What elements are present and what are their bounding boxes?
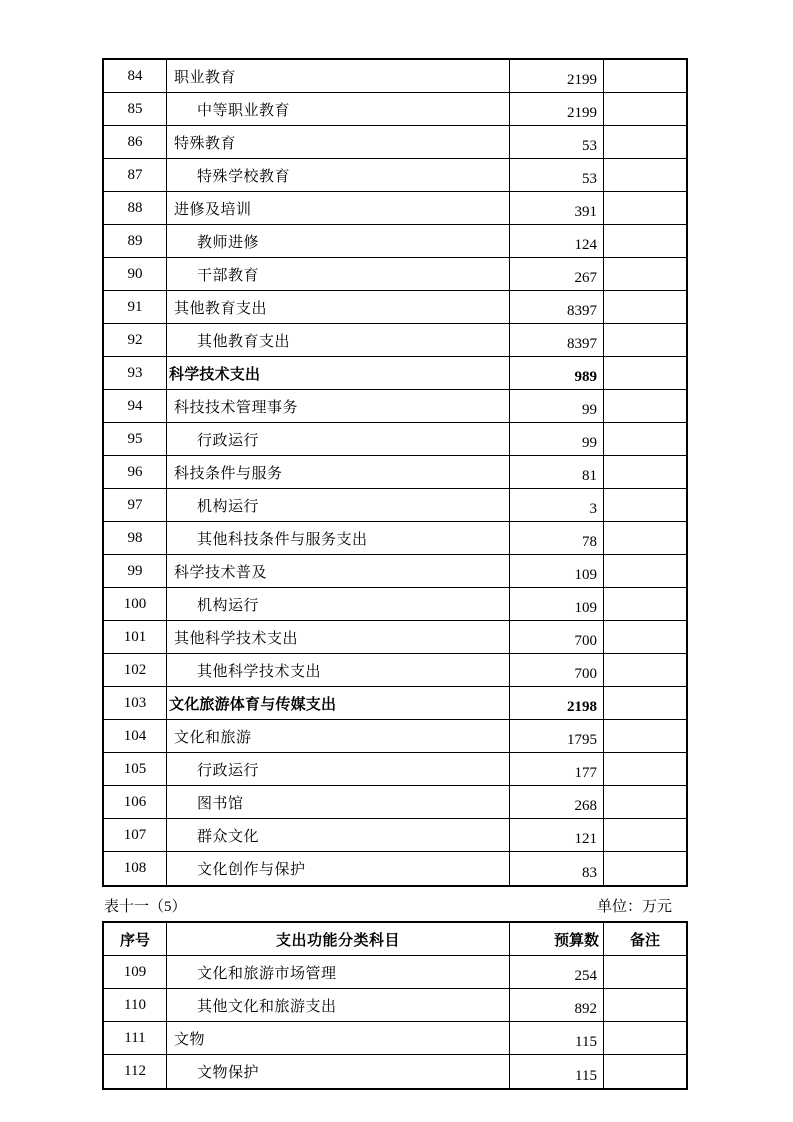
cell-note bbox=[603, 357, 686, 389]
cell-category: 科技条件与服务 bbox=[166, 456, 509, 488]
header-cell-index: 序号 bbox=[119, 932, 150, 949]
table-caption: 表十一（5） bbox=[104, 898, 187, 915]
table-row bbox=[104, 357, 686, 390]
table-row bbox=[104, 225, 686, 258]
cell-index: 84 bbox=[127, 67, 143, 84]
cell-index: 86 bbox=[127, 133, 143, 150]
cell-category: 行政运行 bbox=[166, 753, 509, 785]
cell-category: 科学技术普及 bbox=[166, 555, 509, 587]
cell-budget: 83 bbox=[509, 852, 603, 885]
cell-index: 110 bbox=[124, 996, 146, 1013]
cell-budget: 177 bbox=[509, 753, 603, 785]
cell-category: 其他科技条件与服务支出 bbox=[166, 522, 509, 554]
cell-note bbox=[603, 1022, 686, 1054]
cell-index: 98 bbox=[127, 529, 143, 546]
table-row bbox=[104, 720, 686, 753]
cell-note bbox=[603, 786, 686, 818]
cell-index: 102 bbox=[123, 661, 147, 678]
cell-index: 101 bbox=[123, 628, 147, 645]
cell-category: 文物保护 bbox=[166, 1055, 509, 1088]
cell-category: 群众文化 bbox=[166, 819, 509, 851]
table-row bbox=[104, 1022, 686, 1055]
table-row bbox=[104, 588, 686, 621]
cell-budget: 700 bbox=[509, 654, 603, 686]
cell-index: 85 bbox=[127, 100, 143, 117]
cell-category: 机构运行 bbox=[166, 588, 509, 620]
table-row bbox=[104, 489, 686, 522]
cell-index: 111 bbox=[124, 1029, 146, 1046]
table-row bbox=[104, 423, 686, 456]
cell-index: 106 bbox=[123, 793, 147, 810]
cell-budget: 2199 bbox=[509, 93, 603, 125]
table-row bbox=[104, 687, 686, 720]
table-row bbox=[104, 159, 686, 192]
cell-category: 文化旅游体育与传媒支出 bbox=[166, 687, 509, 719]
cell-note bbox=[603, 522, 686, 554]
table-row bbox=[104, 753, 686, 786]
budget-table-5 bbox=[102, 921, 688, 1090]
cell-index: 108 bbox=[123, 860, 147, 876]
cell-budget: 391 bbox=[509, 192, 603, 224]
cell-category: 机构运行 bbox=[166, 489, 509, 521]
cell-note bbox=[603, 489, 686, 521]
cell-note bbox=[603, 192, 686, 224]
cell-note bbox=[603, 423, 686, 455]
cell-budget: 267 bbox=[509, 258, 603, 290]
cell-category: 科学技术支出 bbox=[166, 357, 509, 389]
cell-category: 文化创作与保护 bbox=[166, 852, 509, 885]
cell-category: 其他教育支出 bbox=[166, 324, 509, 356]
cell-index: 87 bbox=[127, 166, 143, 183]
cell-index: 103 bbox=[123, 694, 147, 711]
table-row bbox=[104, 456, 686, 489]
cell-index: 95 bbox=[127, 430, 143, 447]
cell-budget: 268 bbox=[509, 786, 603, 818]
cell-note bbox=[603, 258, 686, 290]
cell-category: 职业教育 bbox=[166, 60, 509, 92]
cell-index: 97 bbox=[127, 496, 143, 513]
cell-category: 特殊教育 bbox=[166, 126, 509, 158]
cell-index: 104 bbox=[123, 727, 147, 744]
cell-category: 特殊学校教育 bbox=[166, 159, 509, 191]
cell-index: 94 bbox=[127, 397, 143, 414]
cell-category: 图书馆 bbox=[166, 786, 509, 818]
cell-note bbox=[603, 390, 686, 422]
cell-budget: 8397 bbox=[509, 324, 603, 356]
cell-note bbox=[603, 291, 686, 323]
cell-category: 文化和旅游 bbox=[166, 720, 509, 752]
cell-note bbox=[603, 225, 686, 257]
cell-budget: 2198 bbox=[509, 687, 603, 719]
cell-category: 中等职业教育 bbox=[166, 93, 509, 125]
cell-budget: 99 bbox=[509, 423, 603, 455]
cell-note bbox=[603, 555, 686, 587]
cell-note bbox=[603, 654, 686, 686]
cell-budget: 53 bbox=[509, 159, 603, 191]
cell-category: 其他教育支出 bbox=[166, 291, 509, 323]
table-row bbox=[104, 60, 686, 93]
cell-index: 92 bbox=[127, 331, 143, 348]
cell-index: 112 bbox=[124, 1063, 146, 1079]
table-row bbox=[104, 989, 686, 1022]
table-row bbox=[104, 126, 686, 159]
table-row bbox=[104, 93, 686, 126]
table-row bbox=[104, 852, 686, 885]
cell-budget: 109 bbox=[509, 588, 603, 620]
cell-note bbox=[603, 720, 686, 752]
table-caption-line bbox=[104, 894, 688, 916]
cell-budget: 115 bbox=[509, 1022, 603, 1054]
table-row bbox=[104, 621, 686, 654]
cell-note bbox=[603, 159, 686, 191]
cell-budget: 1795 bbox=[509, 720, 603, 752]
table-row bbox=[104, 291, 686, 324]
table-row bbox=[104, 390, 686, 423]
table-header-row bbox=[104, 923, 686, 956]
cell-budget: 3 bbox=[509, 489, 603, 521]
cell-note bbox=[603, 456, 686, 488]
cell-budget: 115 bbox=[509, 1055, 603, 1088]
cell-category: 其他科学技术支出 bbox=[166, 621, 509, 653]
cell-note bbox=[603, 1055, 686, 1088]
cell-note bbox=[603, 852, 686, 885]
cell-budget: 2199 bbox=[509, 60, 603, 92]
table-row bbox=[104, 1055, 686, 1088]
table-row bbox=[104, 956, 686, 989]
budget-table-continued bbox=[102, 58, 688, 887]
cell-budget: 254 bbox=[509, 956, 603, 988]
cell-index: 91 bbox=[127, 298, 143, 315]
header-cell-budget: 预算数 bbox=[509, 923, 603, 955]
unit-label: 单位：万元 bbox=[596, 898, 672, 915]
table-row bbox=[104, 522, 686, 555]
cell-note bbox=[603, 621, 686, 653]
cell-budget: 700 bbox=[509, 621, 603, 653]
cell-index: 107 bbox=[123, 826, 147, 843]
cell-budget: 989 bbox=[509, 357, 603, 389]
cell-category: 文化和旅游市场管理 bbox=[166, 956, 509, 988]
header-cell-note: 备注 bbox=[603, 923, 686, 955]
cell-budget: 124 bbox=[509, 225, 603, 257]
cell-budget: 8397 bbox=[509, 291, 603, 323]
cell-budget: 109 bbox=[509, 555, 603, 587]
cell-index: 96 bbox=[127, 463, 143, 480]
table-row bbox=[104, 654, 686, 687]
table-rows bbox=[104, 60, 686, 885]
cell-note bbox=[603, 93, 686, 125]
cell-index: 90 bbox=[127, 265, 143, 282]
cell-category: 其他文化和旅游支出 bbox=[166, 989, 509, 1021]
cell-category: 文物 bbox=[166, 1022, 509, 1054]
cell-note bbox=[603, 989, 686, 1021]
cell-index: 89 bbox=[127, 232, 143, 249]
cell-index: 93 bbox=[127, 364, 143, 381]
table-row bbox=[104, 258, 686, 291]
cell-index: 100 bbox=[123, 595, 147, 612]
table-row bbox=[104, 192, 686, 225]
cell-category: 科技技术管理事务 bbox=[166, 390, 509, 422]
cell-budget: 892 bbox=[509, 989, 603, 1021]
cell-index: 105 bbox=[123, 760, 147, 777]
cell-index: 88 bbox=[127, 199, 143, 216]
cell-note bbox=[603, 126, 686, 158]
cell-budget: 121 bbox=[509, 819, 603, 851]
cell-category: 干部教育 bbox=[166, 258, 509, 290]
cell-budget: 81 bbox=[509, 456, 603, 488]
header-cell-category: 支出功能分类科目 bbox=[166, 923, 509, 955]
cell-index: 99 bbox=[127, 562, 143, 579]
cell-note bbox=[603, 753, 686, 785]
cell-note bbox=[603, 687, 686, 719]
cell-note bbox=[603, 60, 686, 92]
cell-note bbox=[603, 324, 686, 356]
table-row bbox=[104, 555, 686, 588]
table-row bbox=[104, 786, 686, 819]
cell-category: 行政运行 bbox=[166, 423, 509, 455]
cell-index: 109 bbox=[123, 963, 147, 980]
cell-budget: 53 bbox=[509, 126, 603, 158]
cell-category: 进修及培训 bbox=[166, 192, 509, 224]
cell-note bbox=[603, 588, 686, 620]
cell-budget: 78 bbox=[509, 522, 603, 554]
cell-note bbox=[603, 956, 686, 988]
table-row bbox=[104, 819, 686, 852]
cell-category: 其他科学技术支出 bbox=[166, 654, 509, 686]
cell-budget: 99 bbox=[509, 390, 603, 422]
table-row bbox=[104, 324, 686, 357]
table-rows bbox=[104, 956, 686, 1088]
cell-note bbox=[603, 819, 686, 851]
cell-category: 教师进修 bbox=[166, 225, 509, 257]
